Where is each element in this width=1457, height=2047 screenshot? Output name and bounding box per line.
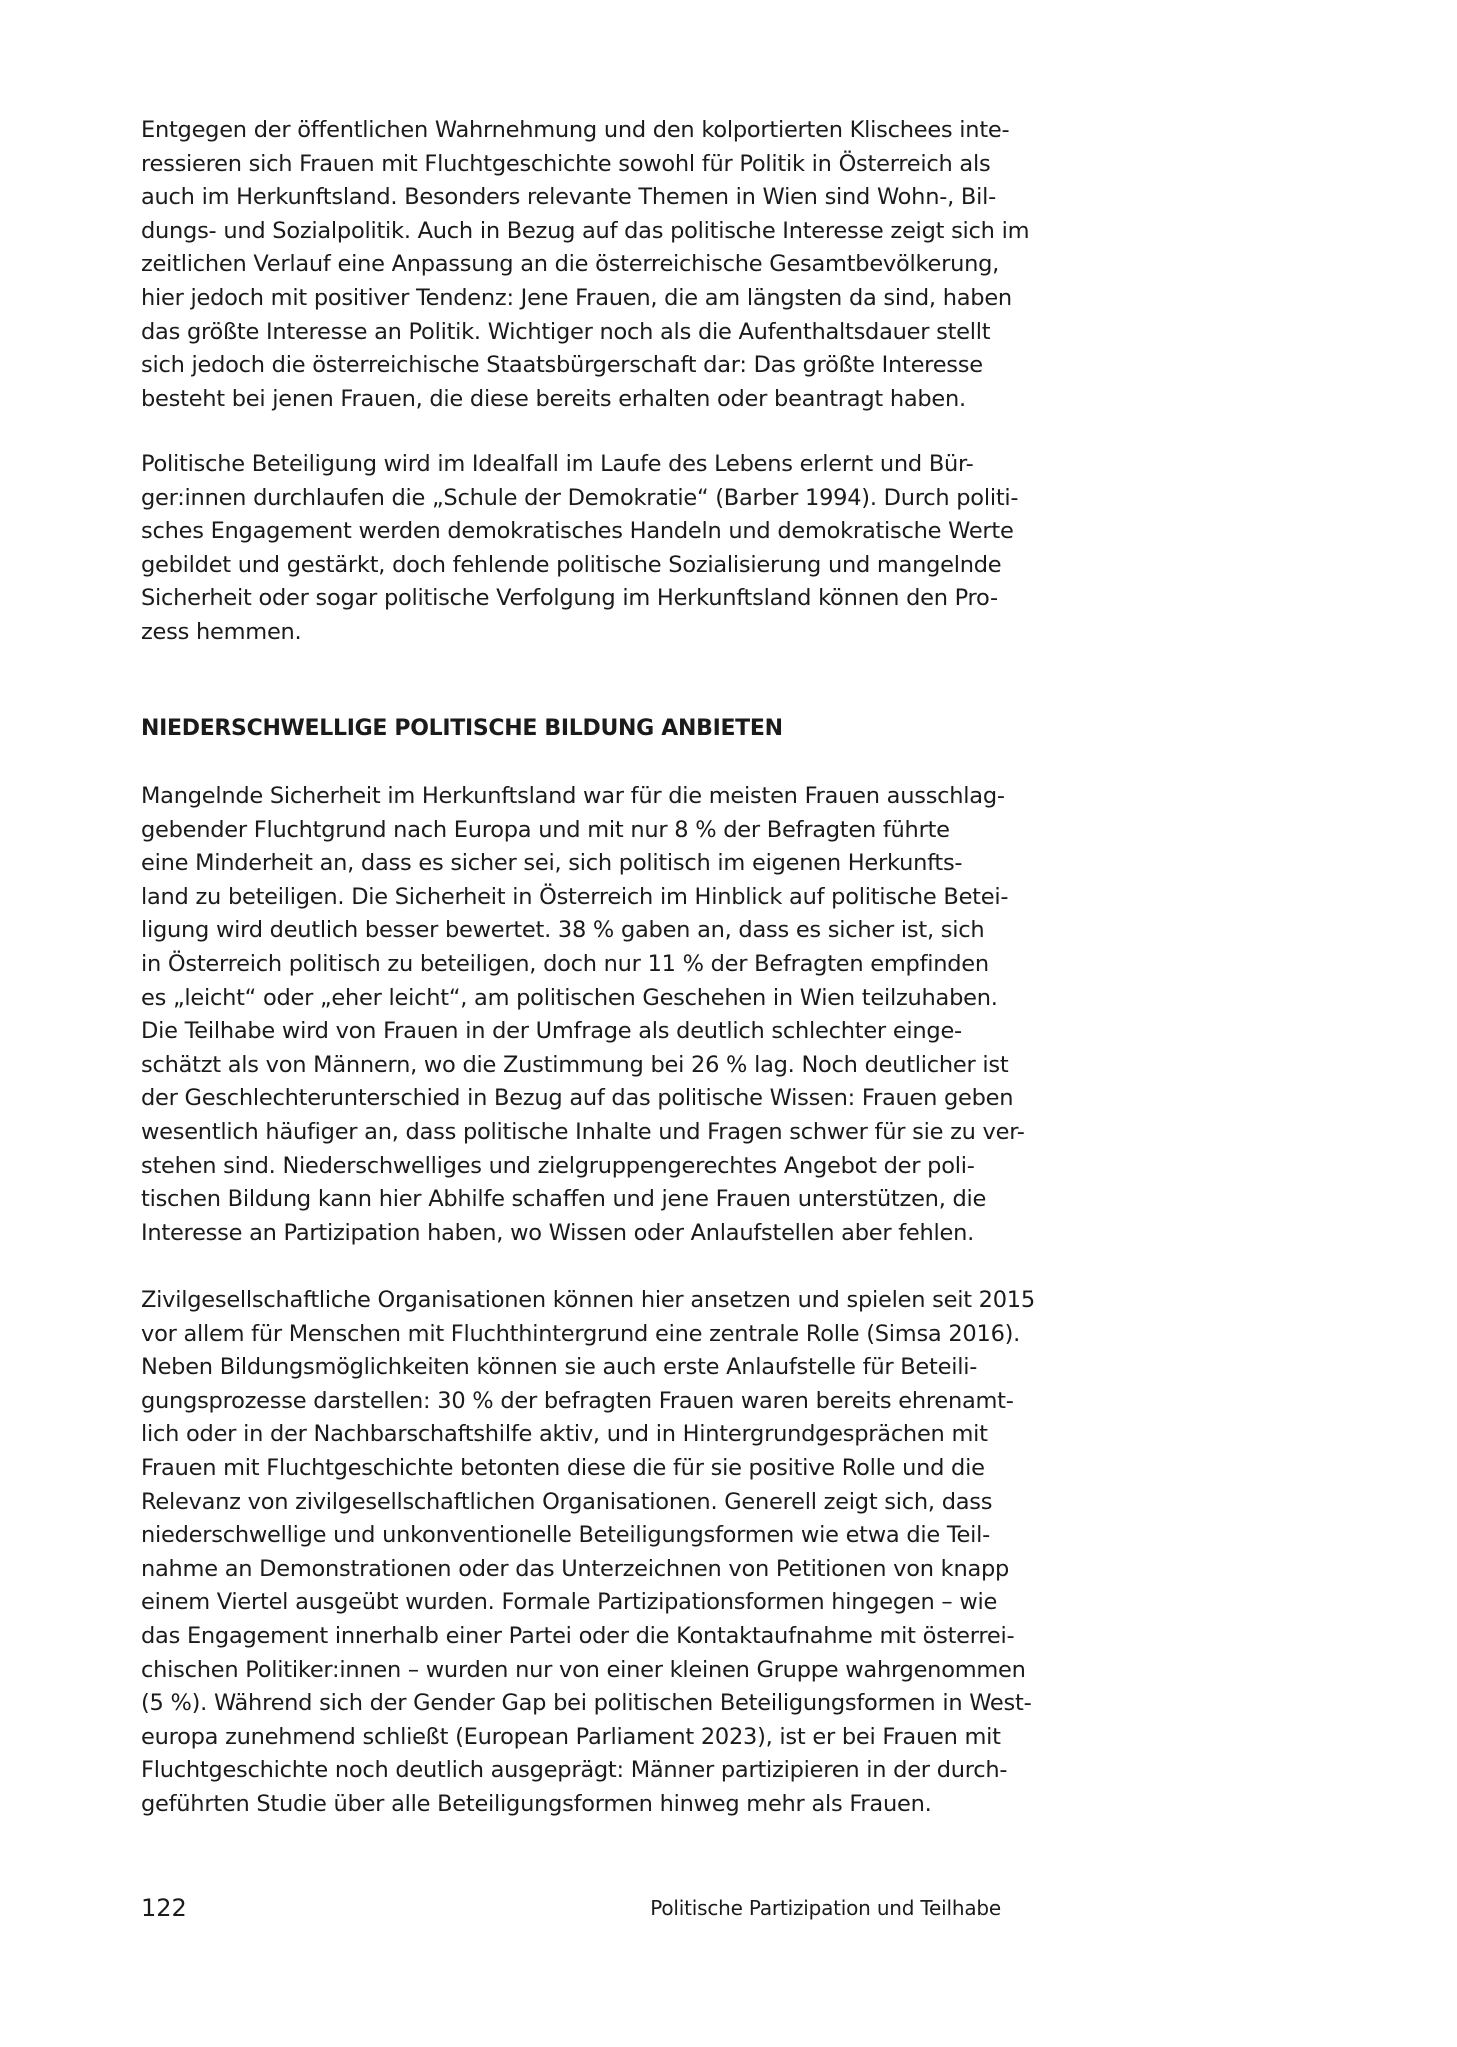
text-line: dungs- und Sozialpolitik. Auch in Bezug auf das politische Interesse zeigt sich im — [141, 217, 1030, 244]
text-line: europa zunehmend schließt (European Parliament 2023), ist er bei Frauen mit — [141, 1723, 1001, 1750]
text-line: Politische Beteiligung wird im Idealfall im Laufe des Lebens erlernt und Bür- — [141, 451, 974, 477]
text-line: ligung wird deutlich besser bewertet. 38 % gaben an, dass es sicher ist, sich — [141, 917, 985, 944]
text-line: Frauen mit Fluchtgeschichte betonten diese die für sie positive Rolle und die — [141, 1454, 985, 1481]
text-line: lich oder in der Nachbarschaftshilfe aktiv, und in Hintergrundgesprächen mit — [141, 1421, 988, 1448]
paragraph-political-interest — [141, 114, 1030, 416]
text-line: chischen Politiker:innen – wurden nur von einer kleinen Gruppe wahrgenommen — [141, 1656, 1026, 1683]
text-line: gebildet und gestärkt, doch fehlende politische Sozialisierung und mangelnde — [141, 551, 1002, 578]
text-line: sich jedoch die österreichische Staatsbürgerschaft dar: Das größte Interesse — [141, 352, 983, 379]
text-line: Zivilgesellschaftliche Organisationen können hier ansetzen und spielen seit 2015 — [141, 1287, 1035, 1313]
text-line: tischen Bildung kann hier Abhilfe schaffen und jene Frauen unterstützen, die — [141, 1186, 987, 1213]
text-line: Die Teilhabe wird von Frauen in der Umfrage als deutlich schlechter einge- — [141, 1018, 962, 1045]
text-line: Mangelnde Sicherheit im Herkunftsland war für die meisten Frauen ausschlag- — [141, 783, 1005, 809]
text-line: Relevanz von zivilgesellschaftlichen Organisationen. Generell zeigt sich, dass — [141, 1488, 993, 1515]
text-line: Sicherheit oder sogar politische Verfolgung im Herkunftsland können den Pro- — [141, 585, 998, 612]
page-number: 122 — [141, 1894, 187, 1922]
text-line: besteht bei jenen Frauen, die diese bereits erhalten oder beantragt haben. — [141, 385, 966, 412]
text-line: schätzt als von Männern, wo die Zustimmung bei 26 % lag. Noch deutlicher ist — [141, 1051, 1009, 1078]
text-line: der Geschlechterunterschied in Bezug auf das politische Wissen: Frauen geben — [141, 1085, 1014, 1112]
text-line: ressieren sich Frauen mit Fluchtgeschichte sowohl für Politik in Österreich als — [141, 150, 991, 177]
text-line: hier jedoch mit positiver Tendenz: Jene Frauen, die am längsten da sind, haben — [141, 284, 1012, 311]
text-line: geführten Studie über alle Beteiligungsformen hinweg mehr als Frauen. — [141, 1790, 932, 1817]
text-line: Entgegen der öffentlichen Wahrnehmung und den kolportierten Klischees inte- — [141, 117, 1010, 143]
text-line: zeitlichen Verlauf eine Anpassung an die österreichische Gesamtbevölkerung, — [141, 251, 1000, 278]
text-line: auch im Herkunftsland. Besonders relevante Themen in Wien sind Wohn-, Bil- — [141, 184, 996, 211]
paragraph-safety-and-knowledge — [141, 780, 1025, 1250]
text-line: Interesse an Partizipation haben, wo Wissen oder Anlaufstellen aber fehlen. — [141, 1219, 975, 1246]
text-line: wesentlich häufiger an, dass politische Inhalte und Fragen schwer für sie zu ver- — [141, 1118, 1025, 1145]
text-line: stehen sind. Niederschwelliges und zielgruppengerechtes Angebot der poli- — [141, 1152, 975, 1179]
text-line: (5 %). Während sich der Gender Gap bei politischen Beteiligungsformen in West- — [141, 1690, 1032, 1717]
paragraph-civil-society — [141, 1284, 1035, 1822]
text-line: gebender Fluchtgrund nach Europa und mit nur 8 % der Befragten führte — [141, 816, 950, 843]
text-line: vor allem für Menschen mit Fluchthintergrund eine zentrale Rolle (Simsa 2016). — [141, 1320, 1021, 1347]
text-line: einem Viertel ausgeübt wurden. Formale Partizipationsformen hingegen – wie — [141, 1589, 998, 1616]
text-line: es „leicht“ oder „eher leicht“, am politischen Geschehen in Wien teilzuhaben. — [141, 984, 998, 1011]
text-line: das Engagement innerhalb einer Partei oder die Kontaktaufnahme mit österrei- — [141, 1622, 1015, 1649]
text-line: zess hemmen. — [141, 618, 302, 645]
text-line: in Österreich politisch zu beteiligen, doch nur 11 % der Befragten empfinden — [141, 950, 989, 977]
text-line: Fluchtgeschichte noch deutlich ausgeprägt: Männer partizipieren in der durch- — [141, 1757, 1008, 1784]
text-line: sches Engagement werden demokratisches Handeln und demokratische Werte — [141, 518, 1014, 545]
paragraph-political-participation — [141, 448, 1021, 650]
text-line: land zu beteiligen. Die Sicherheit in Österreich im Hinblick auf politische Betei- — [141, 883, 1009, 910]
text-line: Neben Bildungsmöglichkeiten können sie auch erste Anlaufstelle für Beteili- — [141, 1354, 978, 1381]
text-line: niederschwellige und unkonventionelle Beteiligungsformen wie etwa die Teil- — [141, 1522, 990, 1549]
text-line: eine Minderheit an, dass es sicher sei, sich politisch im eigenen Herkunfts- — [141, 850, 963, 877]
section-heading: NIEDERSCHWELLIGE POLITISCHE BILDUNG ANBIETEN — [141, 716, 783, 741]
text-line: nahme an Demonstrationen oder das Unterzeichnen von Petitionen von knapp — [141, 1555, 1010, 1582]
text-line: gungsprozesse darstellen: 30 % der befragten Frauen waren bereits ehrenamt- — [141, 1387, 1014, 1414]
running-title: Politische Partizipation und Teilhabe — [650, 1896, 1001, 1920]
text-line: ger:innen durchlaufen die „Schule der Demokratie“ (Barber 1994). Durch politi- — [141, 484, 1019, 511]
text-line: das größte Interesse an Politik. Wichtiger noch als die Aufenthaltsdauer stellt — [141, 318, 991, 345]
